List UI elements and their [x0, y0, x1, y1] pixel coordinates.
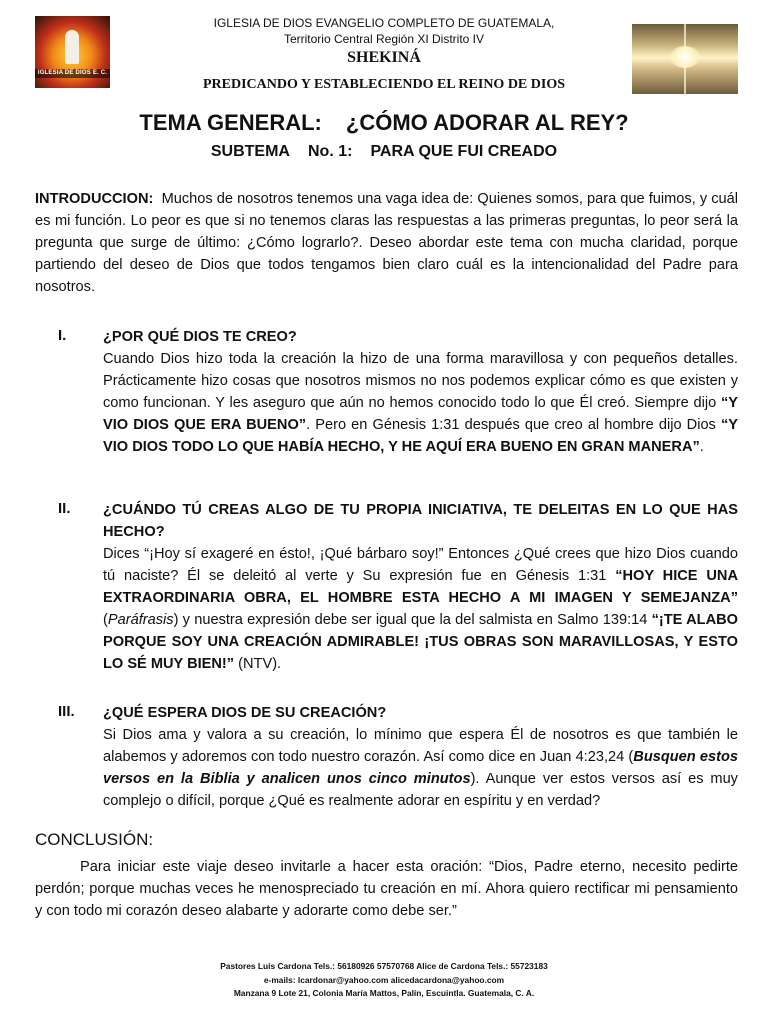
intro-label: INTRODUCCION: [35, 191, 154, 207]
org-line-2: Territorio Central Región XI Distrito IV [283, 32, 485, 46]
footer-address: Manzana 9 Lote 21, Colonia María Mattos, Palín, Escuintla. Guatemala, C. A. [233, 988, 535, 998]
conclusion-heading: CONCLUSIÓN: [35, 830, 154, 849]
section-2-numeral: II. [58, 500, 71, 517]
section-2-text-4: (NTV). [234, 656, 282, 672]
section-2 [103, 499, 738, 675]
footer-pastors: Pastores Luis Cardona Tels.: 56180926 57570768 Alice de Cardona Tels.: 55723183 [220, 961, 548, 971]
intro-text: Muchos de nosotros tenemos una vaga idea de: Quienes somos, para que fuimos, y cuál es mi función. Lo peor es que si no tenemos claras las respuestas a las primeras preguntas, lo peor será la pregunta que surge de último: ¿Cómo lograrlo?. Deseo abordar este tema con mucha claridad, porque partiendo del deseo de Dios que todos tengamos bien claro cuál es la intencionalidad del Padre para nosotros. [35, 191, 739, 295]
section-2-text-2: ( [103, 612, 108, 628]
section-1-text-3: . [699, 439, 704, 455]
motto: PREDICANDO Y ESTABLECIENDO EL REINO DE DIOS [203, 77, 565, 92]
section-1-quote-1: “Y VIO DIOS QUE ERA BUENO” [103, 395, 738, 433]
section-1-text-2: . Pero en Génesis 1:31 después que creo al hombre dijo Dios [306, 417, 721, 433]
section-1 [103, 326, 738, 458]
section-2-quote-2: “¡TE ALABO PORQUE SOY UNA CREACIÓN ADMIRABLE! ¡TUS OBRAS SON MARAVILLOSAS, Y ESTO LO SÉ MUY BIEN!” [103, 612, 738, 672]
section-3-heading: ¿QUÉ ESPERA DIOS DE SU CREACIÓN? [103, 705, 387, 721]
ministry-name: SHEKINÁ [347, 49, 421, 66]
section-2-paraphrase: Paráfrasis [107, 612, 174, 628]
subtitle-number: No. 1: [307, 143, 353, 160]
title-label: TEMA GENERAL: [139, 110, 322, 135]
section-3-numeral: III. [58, 703, 75, 720]
org-line-1: IGLESIA DE DIOS EVANGELIO COMPLETO DE GUATEMALA, [213, 16, 555, 30]
section-2-heading: ¿CUÁNDO TÚ CREAS ALGO DE TU PROPIA INICIATIVA, TE DELEITAS EN LO QUE HAS HECHO? [103, 502, 738, 540]
section-3-text: Si Dios ama y valora a su creación, lo mínimo que espera Él de nosotros es que también le alabemos y adoremos con todo nuestro corazón. Así como dice en Juan 4:23,24 ( [103, 727, 738, 765]
section-3-instruction: Busquen estos versos en la Biblia y analicen unos cinco minutos [103, 749, 738, 787]
footer-emails: e-mails: lcardonar@yahoo.com alicedacardona@yahoo.com [263, 975, 505, 985]
page-title [0, 110, 768, 136]
section-1-heading: ¿POR QUÉ DIOS TE CREO? [103, 329, 297, 345]
section-1-quote-2: “Y VIO DIOS TODO LO QUE HABÍA HECHO, Y HE AQUÍ ERA BUENO EN GRAN MANERA” [103, 417, 738, 455]
title-text: ¿CÓMO ADORAR AL REY? [345, 110, 629, 135]
page-subtitle [0, 143, 768, 161]
section-1-numeral: I. [58, 327, 67, 344]
logo-caption: IGLESIA DE DIOS E. C. [35, 69, 110, 78]
conclusion-text: Para iniciar este viaje deseo invitarle a hacer esta oración: “Dios, Padre eterno, necesito pedirte perdón; porque muchas veces he menospreciado tu creación en mí. Ahora quiero rectificar mi pensamiento y con todo mi corazón deseo alabarte y adorarte como debe ser.” [35, 859, 738, 919]
section-2-text-3: ) y nuestra expresión debe ser igual que la del salmista en Salmo 139:14 [173, 612, 652, 628]
section-2-quote-1: “HOY HICE UNA EXTRAORDINARIA OBRA, EL HOMBRE ESTA HECHO A MI IMAGEN Y SEMEJANZA” [103, 568, 738, 606]
section-3 [103, 702, 738, 812]
section-1-text: Cuando Dios hizo toda la creación la hizo de una forma maravillosa y con pequeños detalles. Prácticamente hizo cosas que nosotros mismos no nos podemos explicar cómo es que existen y como funcionan. Y les aseguro que aún no hemos conocido todo lo que Él creó. Siempre dijo [103, 351, 738, 411]
introduction [35, 188, 738, 298]
section-2-text: Dices “¡Hoy sí exageré en ésto!, ¡Qué bárbaro soy!” Entonces ¿Qué crees que hizo Dios cuando tú naciste? Él se deleitó al verte y Su expresión fue en Génesis 1:31 [103, 546, 738, 584]
subtitle-text: PARA QUE FUI CREADO [370, 143, 558, 160]
subtitle-label: SUBTEMA [210, 143, 290, 160]
section-3-text-2: ). Aunque ver estos versos así es muy complejo o difícil, porque ¿Qué es realmente adorar en espíritu y en verdad? [103, 771, 738, 809]
